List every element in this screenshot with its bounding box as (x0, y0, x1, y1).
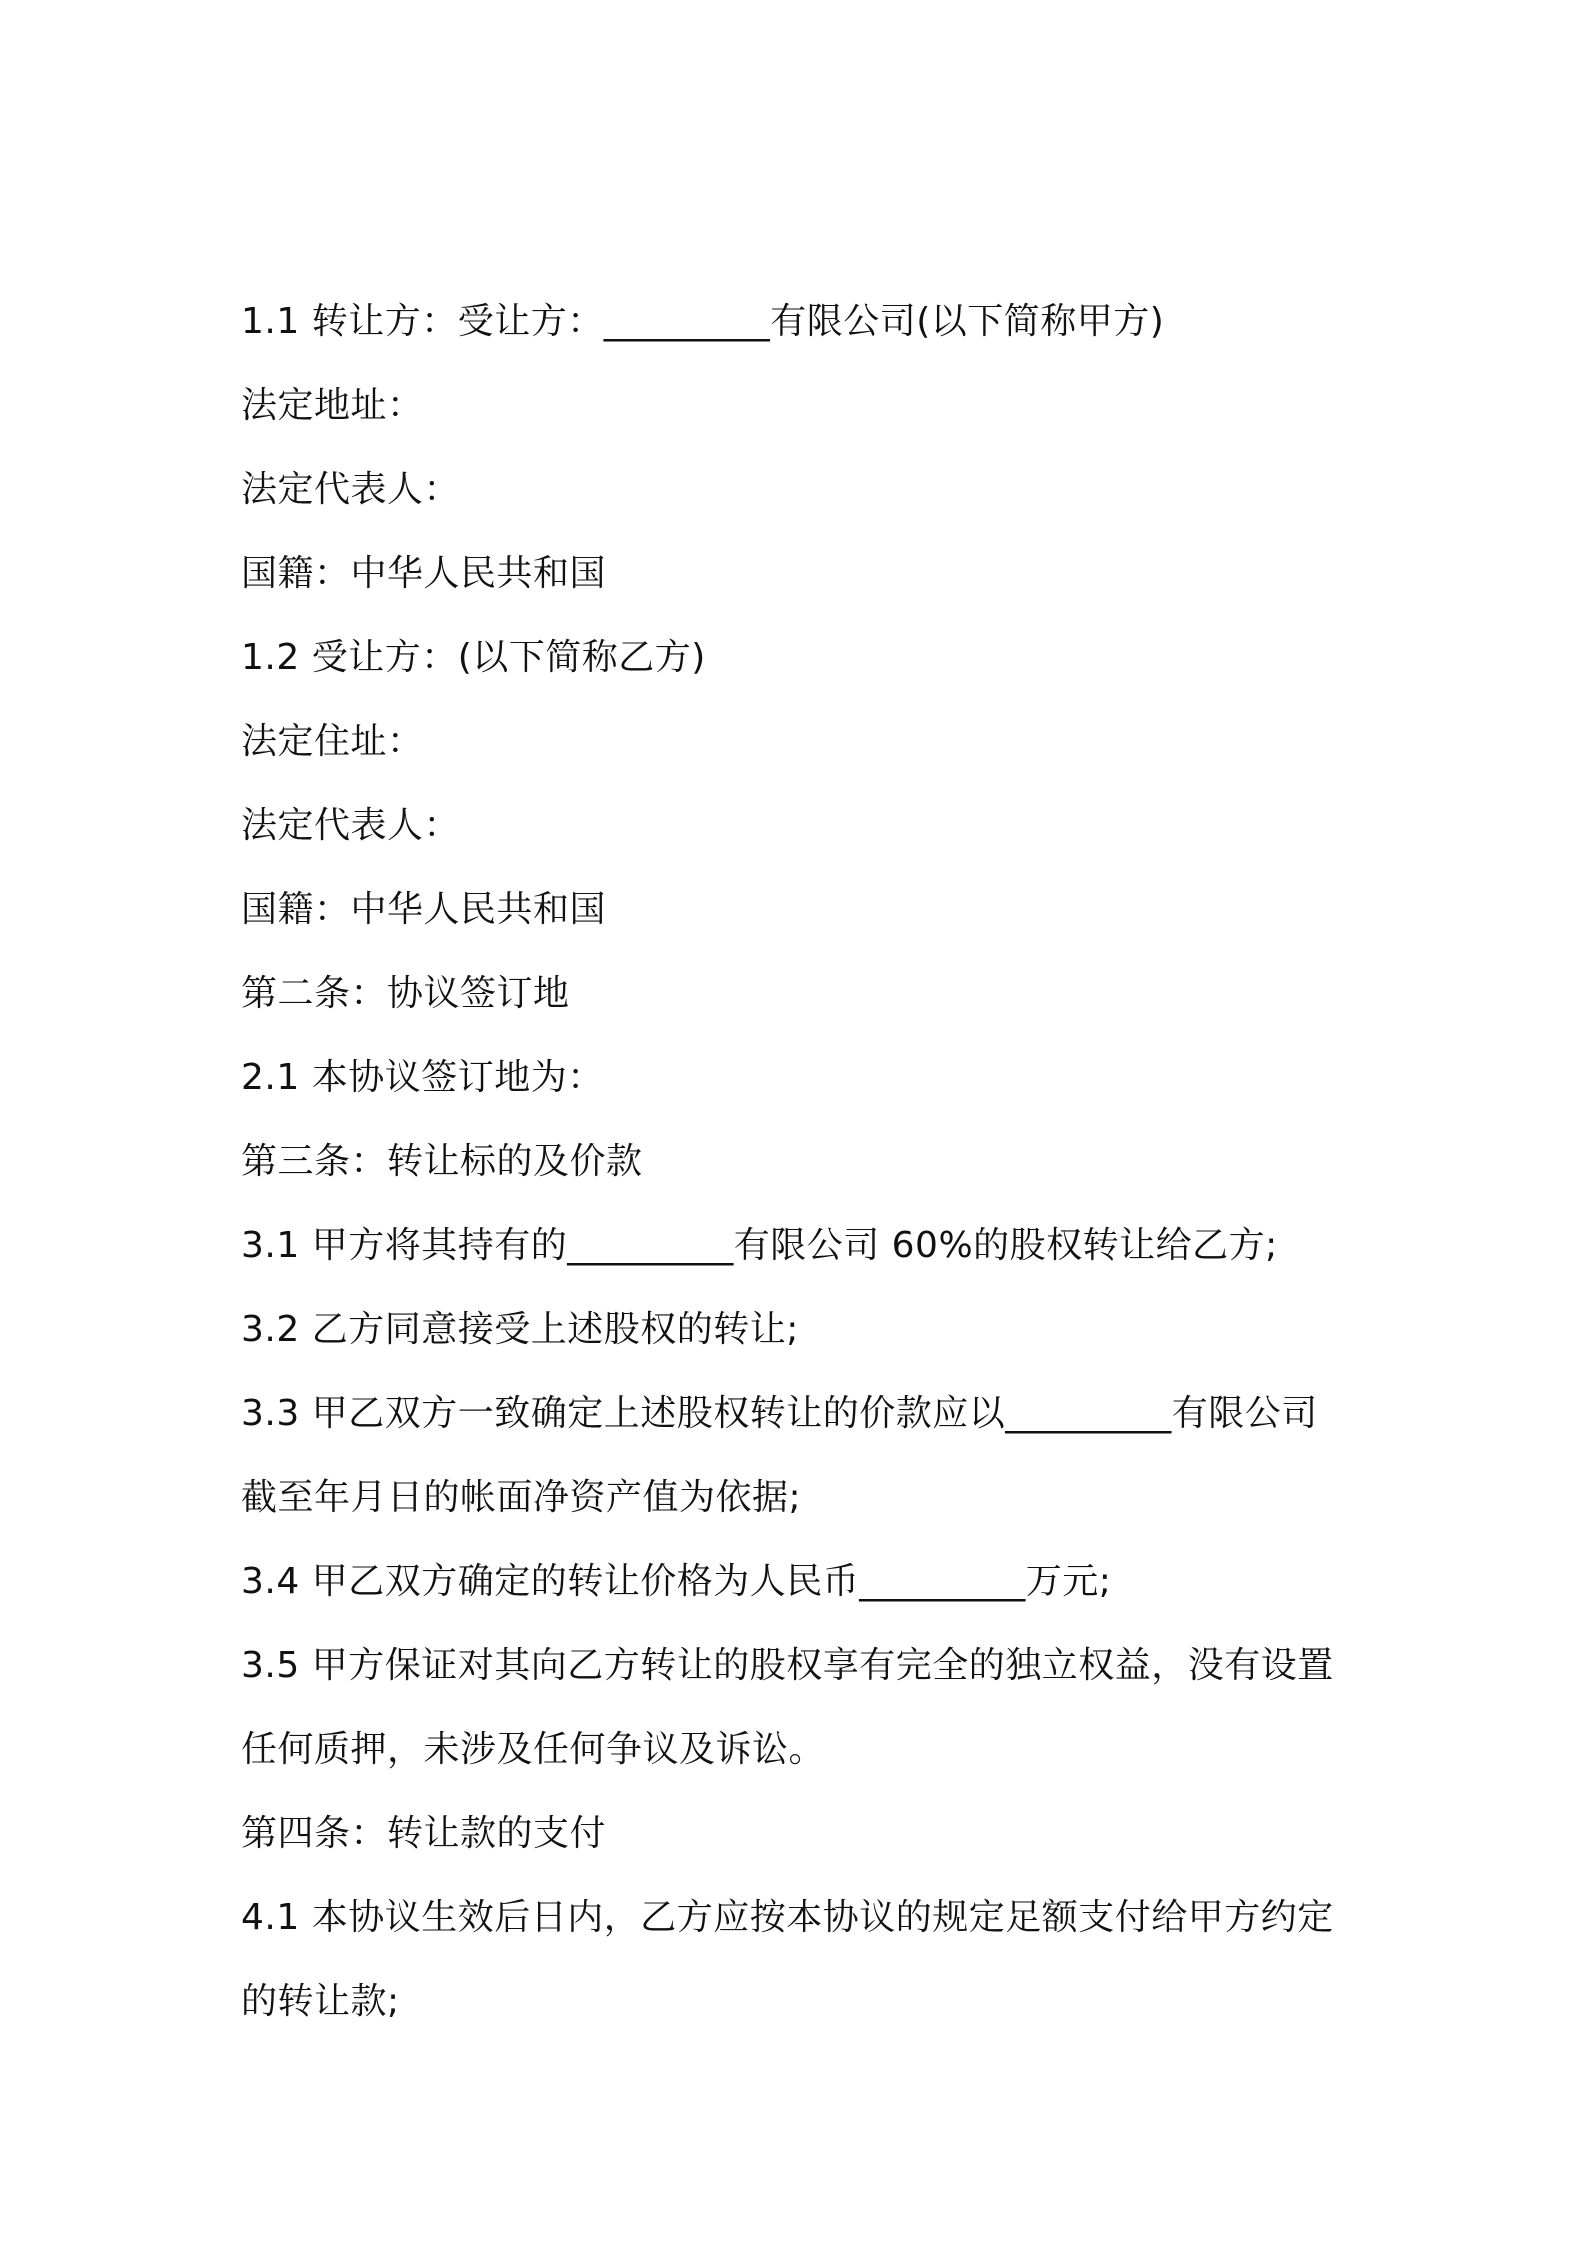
nationality-a: 国籍：中华人民共和国 (241, 553, 607, 594)
clause-2-1: 2.1 本协议签订地为： (241, 1057, 604, 1098)
clause-3-5-part-2: 任何质押，未涉及任何争议及诉讼。 (241, 1729, 826, 1770)
legal-representative-label-b: 法定代表人： (241, 805, 461, 846)
clause-3-1: 3.1 甲方将其持有的_________有限公司 60%的股权转让给乙方; (241, 1225, 1278, 1266)
article-3-heading: 第三条：转让标的及价款 (241, 1141, 643, 1182)
legal-residence-label: 法定住址： (241, 721, 424, 762)
clause-3-4: 3.4 甲乙双方确定的转让价格为人民币_________万元; (241, 1561, 1112, 1602)
clause-3-2: 3.2 乙方同意接受上述股权的转让; (241, 1309, 799, 1350)
clause-4-1-part-2: 的转让款; (241, 1981, 400, 2022)
clause-4-1-part-1: 4.1 本协议生效后日内，乙方应按本协议的规定足额支付给甲方约定 (241, 1897, 1334, 1938)
document-body (241, 280, 1361, 2044)
legal-address-label: 法定地址： (241, 385, 424, 426)
nationality-b: 国籍：中华人民共和国 (241, 889, 607, 930)
clause-3-3-part-1: 3.3 甲乙双方一致确定上述股权转让的价款应以_________有限公司 (241, 1393, 1318, 1434)
article-2-heading: 第二条：协议签订地 (241, 973, 570, 1014)
clause-3-5-part-1: 3.5 甲方保证对其向乙方转让的股权享有完全的独立权益，没有设置 (241, 1645, 1334, 1686)
article-4-heading: 第四条：转让款的支付 (241, 1813, 607, 1854)
legal-representative-label-a: 法定代表人： (241, 469, 461, 510)
clause-1-1-transferor: 1.1 转让方：受让方：_________有限公司(以下简称甲方) (241, 301, 1165, 342)
clause-3-3-part-2: 截至年月日的帐面净资产值为依据; (241, 1477, 802, 1518)
clause-1-2-transferee: 1.2 受让方：(以下简称乙方) (241, 637, 706, 678)
